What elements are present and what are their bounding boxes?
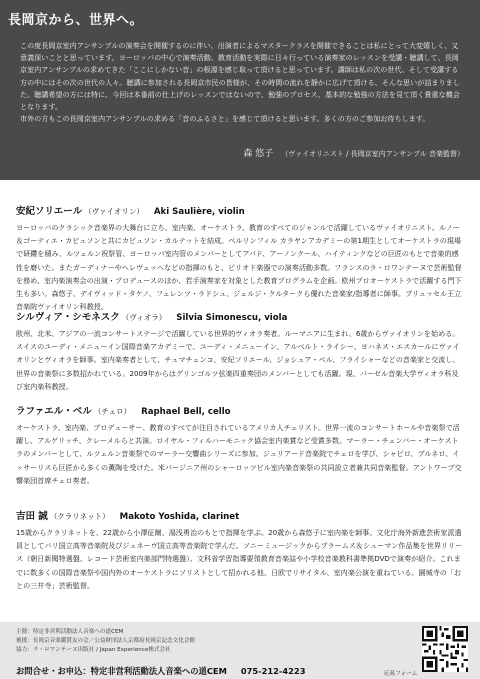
artist-role: （チェロ） [93, 407, 132, 416]
artist-name-ja: シルヴィア・シモネスク [16, 312, 120, 323]
signature-name: 森 悠子 [243, 149, 274, 159]
artist-bio: 欧州、北米、アジアの一流コンサートステージで活躍している世界的ヴィオラ奏者。ルーマニアに生まれ、6歳からヴァイオリンを始める。スイスのユーディ・メニューイン国際音楽アカデミーで、ユーディ・メニューイン、アルベルト・ライシー、ヨハネス・エスカールにヴァイオリンとヴィオラを師事。室内楽奏者として、チュマチェンコ、安紀ソリエール、ジョシュア・ベル、フライシャーなどの音楽家と交流し、世界の音楽祭に多数招かれている。2009年からはグリンゴルツ弦楽四重奏団のメンバーとしても活躍。現、バーゼル音楽大学ヴィオラ科及び室内楽科教授。 [16, 329, 460, 391]
hero-banner [0, 0, 480, 180]
artist-bio: 15歳からクラリネットを、22歳から小澤征爾、湯浅勇治のもとで指揮を学ぶ。20歳から森悠子に室内楽を師事。文化庁海外新進芸術家派遣員としてパリ国立高等音楽院及びジュネーヴ国立高等音楽院で学んだ。ソニーミュージックからブラームス＆シューマン作品集を世界リリース（朝日新聞特選盤、レコード芸術室内楽部門特選盤）。文科省学習指導要領教育音楽誌や小学校音楽教科書準拠DVDで演奏が紹介。これまでに数多くの国際音楽祭や国内外のオーケストラにソリストとして招かれる他、日欧でリサイタル、室内楽公演を重ねている。園城寺の「おとの三井寺」芸術監督。 [16, 528, 463, 590]
sponsor-lines [16, 628, 195, 655]
artist-bio: オーケストラ、室内楽、プロデューサー、教育のすべてが注目されているアメリカ人チェリスト。世界一流のコンサートホールや音楽祭で活躍し、アルゲリッチ、クレーメルらと共演。ロイヤル・フィルハーモニック協会室内楽賞など受賞多数。マーラー・チェンバー・オーケストラのメンバーとして、ルツェルン音楽祭でのマーラー交響曲シリーズに参加。ジュリアード音楽院でチェロを学び、シャピロ、ブルネロ、イッサーリスら巨匠から多くの薫陶を受けた。米バージニア州のシャーロッツビル室内楽音楽祭の共同設立者兼共同音楽監督。アントワープ交響楽団首席チェロ奏者。 [16, 423, 462, 485]
contact-info [16, 665, 305, 677]
artist-name-ja: ラファエル・ベル [16, 406, 92, 417]
artist-role: （ヴァイオリン） [84, 207, 144, 216]
qr-code-icon[interactable] [422, 626, 468, 672]
support-line: 後援：長岡京音楽鑑賞友の会／公益財団法人京都府長岡京記念文化会館 [16, 638, 196, 644]
organizer-line: 主催：特定非営利活動法人音楽への道CEM [16, 629, 124, 635]
artist-name-ja: 吉田 誠 [16, 511, 48, 522]
artist-bio: ヨーロッパのクラシック音楽界の大舞台に立ち、室内楽、オーケストラ、教育のすべてのジャンルで活躍しているヴァイオリニスト。ルノー＆ゴーティエ・カピュソンと共にカピュソン・カルテットを結成。ベルリンフィル カラヤンアカデミーの第1期生としてオーケストラの現場で研鑽を積み、ルツェルン祝祭管、ヨーロッパ室内管のメンバーとしてアバド、アーノンクール、ハイティンクなどの巨匠のもとで音楽的感性を磨いた。またガーディナーやヘレヴェッヘなどの指揮のもと、ピリオド楽器での演奏活動多数。フランスのラ・ロワンテーヌで芸術監督を務め、室内楽演奏会の出演・プロデュースのほか、若手演奏家を対象とした教育プログラムを企画。欧州プロオーケストラで活躍する門下生も多い。森悠子、デイヴィッド・タケノ、フェレンツ・ラドシュ、ジェルジ・クルタークら優れた音楽家/指導者に師事。ブリュッセル王立音楽院ヴァイオリン科教授。 [16, 223, 462, 312]
artist-name-en: Silvia Simonescu, viola [176, 313, 288, 323]
artist-heading [16, 203, 464, 217]
artist-heading [16, 309, 464, 323]
artist-section-cello [16, 403, 464, 487]
artist-name-ja: 安紀ソリエール [16, 206, 83, 217]
signature-role: （ヴァイオリニスト / 長岡京室内アンサンブル 音楽監督） [281, 150, 464, 158]
artist-name-en: Makoto Yoshida, clarinet [119, 512, 240, 522]
artist-section-violin [16, 203, 464, 313]
cooperation-line: 協力：ラ・ロワンテーヌ出版社 / Japan Experience株式会社 [16, 647, 171, 653]
artist-section-clarinet [16, 508, 464, 592]
page-title: 長岡京から、世界へ。 [8, 13, 144, 28]
artist-role: （クラリネット） [49, 512, 110, 521]
footer [0, 622, 480, 679]
director-message: この度長岡京室内アンサンブルの演奏会を開催するのに伴い、出演者によるマスタークラスを開催できることは私にとって大変嬉しく、又意義深いことと思っています。ヨーロッパの中心で演奏活動、教育活動を実際に日々行っている演奏家のレッスンを受講・聴講して、長岡京室内アンサンブルの求めてきた「ここにしかない音」の根源を感じ取って頂けると思っています。講師は私の次の世代、そして受講する方の中にはその次の世代の人々。聴講に参加される長岡京市民の皆様が、その時間の流れを静かに広げて頂ける、そんな思いが詰まりました。聴講希望の方には特に、今回は本番前の仕上げのレッスンではないので、勉強のプロセス、基本的な勉強の方法を見て頂く貴重な機会となります。 市外の方もこの長岡京室内アンサンブルの求める「音のふるさと」を感じて頂けると思います。多くの方のご参加お待ちします。 [20, 41, 460, 124]
artist-name-en: Raphael Bell, cello [141, 407, 231, 417]
artist-heading [16, 403, 464, 417]
signature [243, 146, 464, 159]
contact-label: お問合せ・お申込：特定非営利活動法人音楽への道CEM [16, 666, 227, 676]
artist-role: （ヴィオラ） [121, 313, 167, 322]
artist-heading [16, 508, 464, 522]
form-label: 応募フォーム [384, 671, 418, 677]
contact-phone[interactable]: 075-212-4223 [240, 666, 306, 676]
artist-section-viola [16, 309, 464, 393]
artist-name-en: Aki Saulière, violin [153, 207, 245, 217]
